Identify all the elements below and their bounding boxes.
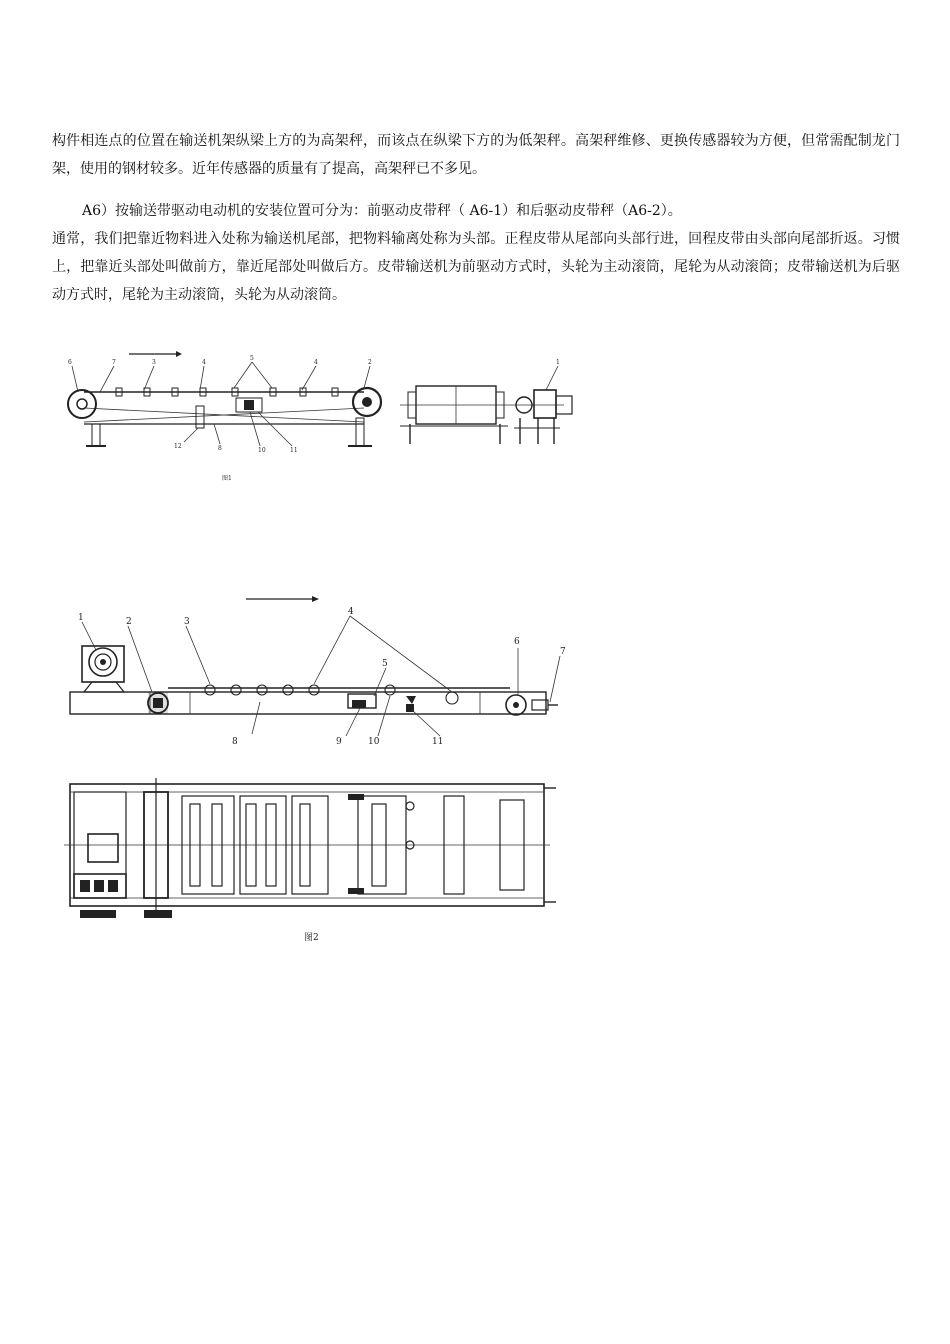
fig2-label-4: 4 [348,607,354,617]
fig2-label-6: 6 [514,637,520,647]
figure-1-front-drive-belt-scale [64,348,584,488]
fig1-label-2: 2 [368,359,372,366]
fig2-label-7: 7 [560,647,566,657]
fig1-label-4b: 4 [314,359,318,366]
fig2-label-8: 8 [232,737,238,747]
fig2-caption: 图2 [304,933,319,943]
fig2-label-9: 9 [336,737,342,747]
fig1-label-6: 6 [68,359,72,366]
fig1-label-11: 11 [290,447,298,454]
fig2-label-1: 1 [78,613,84,623]
figure-2-drawing [60,592,590,952]
fig1-label-8: 8 [218,445,222,452]
figure-1-drawing [64,348,584,488]
paragraph-head-tail-definition: 通常，我们把靠近物料进入处称为输送机尾部，把物料输离处称为头部。正程皮带从尾部向头部行进，回程皮带由头部向尾部折返。习惯上，把靠近头部处叫做前方，靠近尾部处叫做后方。皮带输送机为前驱动方式时，头轮为主动滚筒，尾轮为从动滚筒；皮带输送机为后驱动方式时，尾轮为主动滚筒，头轮为从动滚筒。 [52,231,900,303]
fig1-label-4: 4 [202,359,206,366]
fig1-caption: 图1 [222,475,232,482]
fig2-label-5: 5 [382,659,388,669]
fig1-label-1: 1 [556,359,560,366]
fig1-label-7: 7 [112,359,116,366]
fig1-label-10: 10 [258,447,266,454]
fig1-label-3: 3 [152,359,156,366]
paragraph-a6-drive-types: A6）按输送带驱动电动机的安装位置可分为：前驱动皮带秤（ A6-1）和后驱动皮带秤（A6-2）。 [82,203,682,219]
fig1-label-12: 12 [174,443,182,450]
fig2-label-2: 2 [126,617,132,627]
fig1-label-5: 5 [250,355,254,362]
fig2-label-11: 11 [432,737,444,747]
figure-2-rear-drive-belt-scale [60,592,590,952]
fig2-label-10: 10 [368,737,380,747]
fig2-label-3: 3 [184,617,190,627]
paragraph-high-low-scale: 构件相连点的位置在输送机架纵梁上方的为高架秤，而该点在纵梁下方的为低架秤。高架秤维修、更换传感器较为方便，但常需配制龙门架，使用的钢材较多。近年传感器的质量有了提高，高架秤已不多见。 [52,133,900,177]
